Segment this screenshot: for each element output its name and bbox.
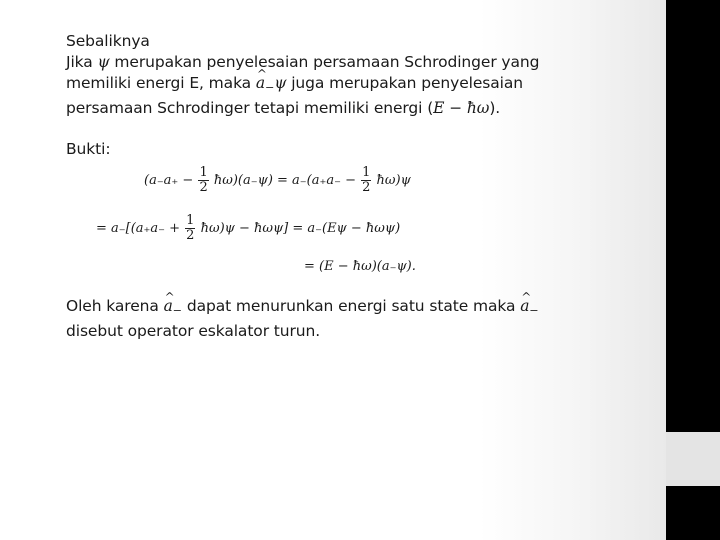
fraction-one-half	[198, 166, 208, 195]
text-fragment: Oleh karena	[66, 297, 164, 315]
fraction-one-half	[361, 166, 371, 195]
lowering-operator	[256, 73, 274, 98]
intro-line-4	[66, 98, 536, 119]
eq3-text: = (E − ħω)(a₋ψ).	[304, 259, 416, 274]
text-fragment: Jika	[66, 53, 98, 71]
psi-symbol: ψ	[274, 74, 287, 92]
heading-sebaliknya: Sebaliknya	[66, 32, 150, 50]
text-fragment: merupakan penyelesaian persamaan Schrodinger yang	[109, 53, 540, 71]
equation-2	[96, 214, 400, 243]
text-fragment: memiliki energi E, maka	[66, 74, 256, 92]
operator-subscript: −	[172, 303, 183, 317]
fraction-one-half	[185, 214, 195, 243]
eq1-middle: ħω)(a₋ψ) = a₋(a₊a₋ −	[213, 173, 356, 188]
fraction-denominator: 2	[199, 180, 208, 195]
intro-line-2	[66, 52, 540, 73]
text-fragment: persamaan Schrodinger tetapi memiliki energi (	[66, 98, 434, 117]
side-bar-gray-block	[666, 432, 720, 486]
equation-1	[144, 166, 411, 195]
fraction-numerator: 1	[362, 165, 371, 180]
fraction-denominator: 2	[362, 180, 371, 195]
conclusion-line-1	[66, 296, 539, 321]
lowering-operator	[164, 296, 182, 321]
energy-expression: E − ħω	[433, 98, 490, 117]
eq1-right: ħω)ψ	[376, 173, 411, 188]
conclusion-line-2: disebut operator eskalator turun.	[66, 321, 321, 340]
lowering-operator	[520, 296, 538, 321]
operator-base: a	[255, 74, 266, 92]
eq2-left: = a₋[(a₊a₋ +	[96, 221, 181, 236]
fraction-denominator: 2	[186, 228, 195, 243]
text-fragment: dapat menurunkan energi satu state maka	[182, 297, 521, 315]
fraction-numerator: 1	[199, 165, 208, 180]
eq1-left: (a₋a₊ −	[144, 173, 194, 188]
psi-symbol: ψ	[97, 53, 110, 71]
bukti-label: Bukti:	[66, 140, 111, 158]
equation-3	[304, 259, 416, 274]
text-fragment: ).	[489, 98, 501, 117]
eq2-right: ħω)ψ − ħωψ] = a₋(Eψ − ħωψ)	[200, 221, 401, 236]
intro-paragraph	[66, 31, 540, 119]
fraction-numerator: 1	[186, 213, 195, 228]
operator-subscript: −	[265, 80, 275, 94]
operator-base: a	[163, 297, 173, 315]
text-fragment: juga merupakan penyelesaian	[286, 74, 523, 92]
intro-line-3	[66, 73, 536, 98]
operator-base: a	[520, 297, 530, 315]
conclusion-paragraph	[66, 296, 539, 342]
operator-subscript: −	[529, 303, 539, 317]
